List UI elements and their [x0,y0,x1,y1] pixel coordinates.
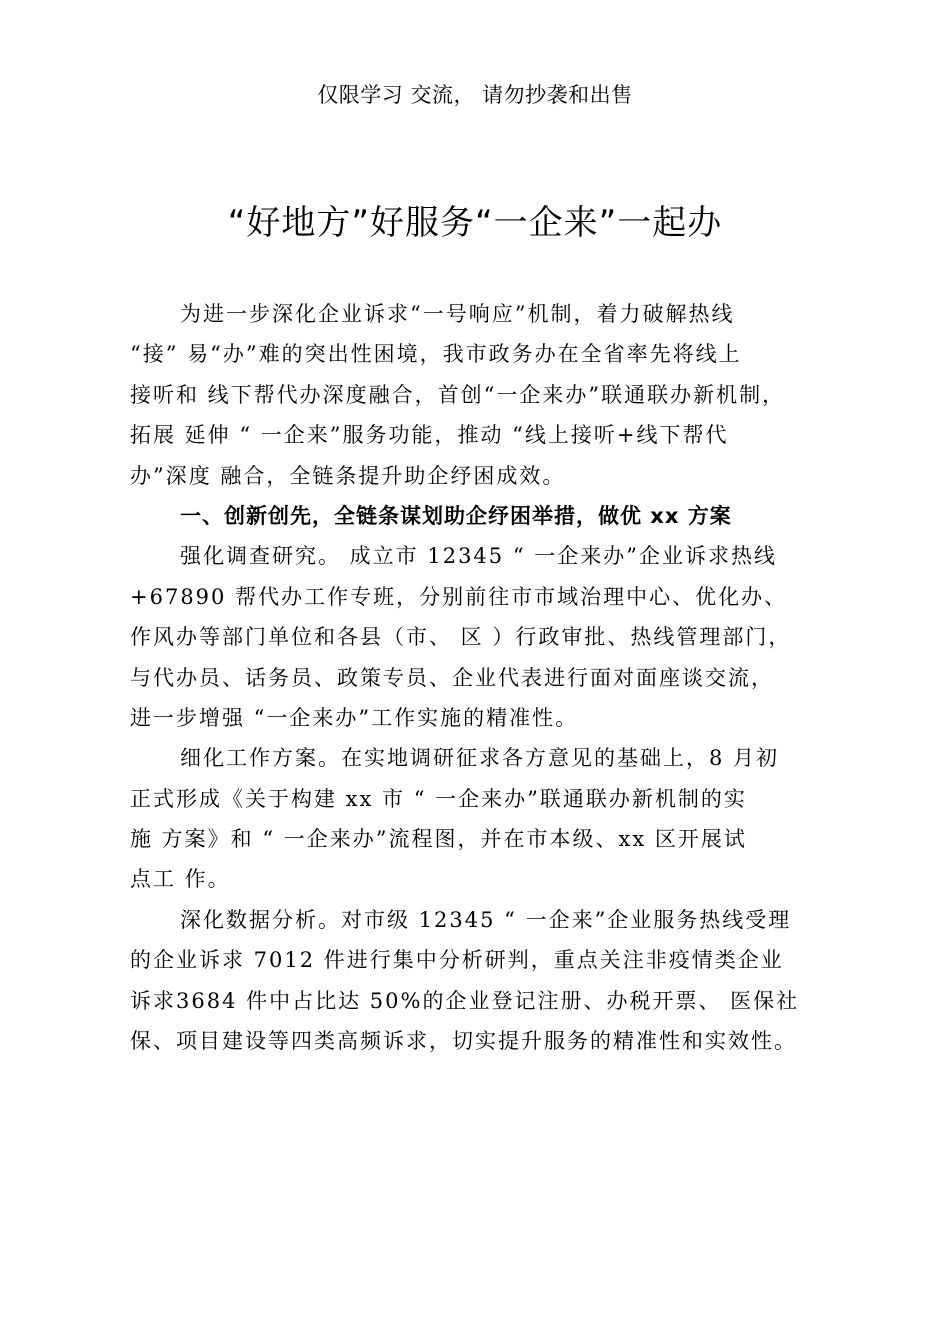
paragraph-research [130,536,880,738]
paragraph-line: 点工 作。 [130,867,231,892]
paragraph-line: 进一步增强 “一企来办”工作实施的精准性。 [130,705,579,730]
document-body [130,294,880,1061]
paragraph-line: 作风办等部门单位和各县（市、 区 ）行政审批、热线管理部门， [130,625,792,650]
header-note: 仅限学习 交流， 请勿抄袭和出售 [317,83,633,107]
paragraph-intro [130,294,880,496]
document-title: “好地方”好服务“一企来”一起办 [227,203,723,243]
paragraph-line: +67890 帮代办工作专班，分别前往市市域治理中心、优化办、 [130,584,788,609]
paragraph-line: “接” 易“办”难的突出性困境，我市政务办在全省率先将线上 [130,342,742,367]
paragraph-line: 诉求3684 件中占比达 50%的企业登记注册、办税开票、 医保社 [130,988,800,1013]
paragraph-line: 保、项目建设等四类高频诉求，切实提升服务的精准性和实效性。 [130,1029,797,1054]
paragraph-analysis [130,900,880,1062]
paragraph-line: 强化调查研究。 成立市 12345 “ 一企来办”企业诉求热线 [180,544,777,569]
section-heading: 一、创新创先，全链条谋划助企纾困举措，做优 xx 方案 [180,503,732,528]
paragraph-line: 的企业诉求 7012 件进行集中分析研判，重点关注非疫情类企业 [130,948,784,973]
paragraph-line: 正式形成《关于构建 xx 市 “ 一企来办”联通联办新机制的实 [130,786,747,811]
paragraph-line: 深化数据分析。对市级 12345 “ 一企来”企业服务热线受理 [180,907,792,932]
paragraph-plan [130,738,880,900]
paragraph-line: 接听和 线下帮代办深度融合，首创“一企来办”联通联办新机制， [130,382,786,407]
paragraph-line: 施 方案》和 “ 一企来办”流程图，并在市本级、xx 区开展试 [130,827,747,852]
paragraph-line: 细化工作方案。在实地调研征求各方意见的基础上，8 月初 [180,746,780,771]
paragraph-line: 拓展 延伸 “ 一企来”服务功能，推动 “线上接听+线下帮代 [130,423,729,448]
paragraph-line: 为进一步深化企业诉求“一号响应”机制，着力破解热线 [180,302,735,326]
paragraph-line: 办”深度 融合，全链条提升助企纾困成效。 [130,463,566,488]
paragraph-line: 与代办员、话务员、政策专员、企业代表进行面对面座谈交流， [130,665,774,690]
